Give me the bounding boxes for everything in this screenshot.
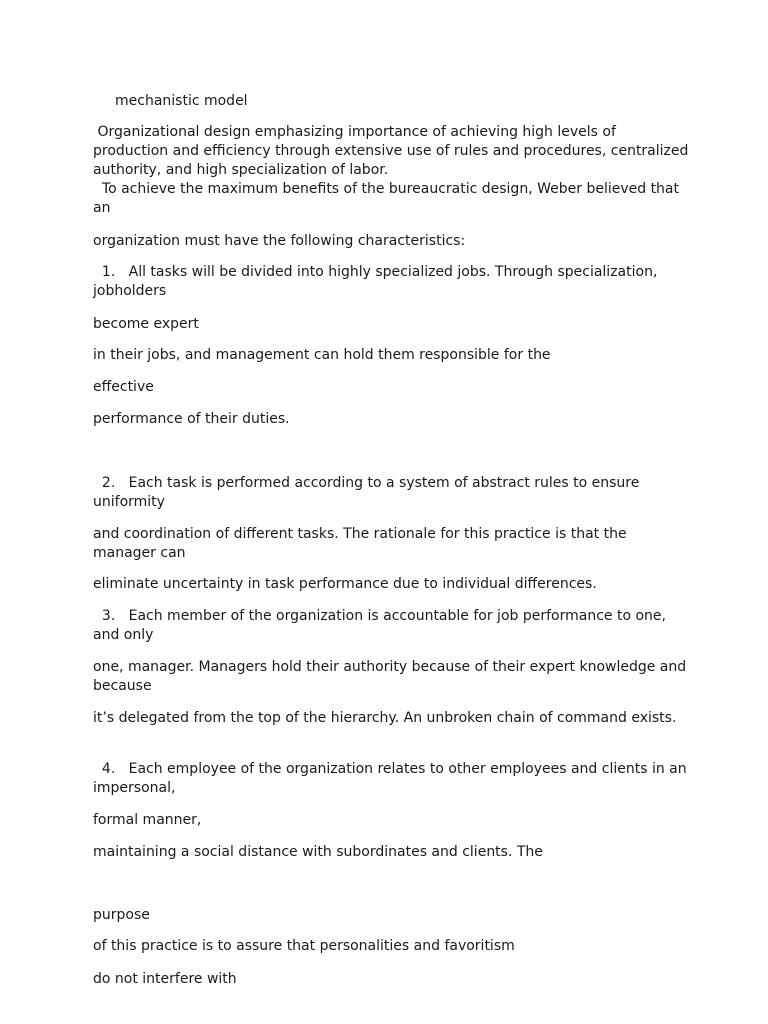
- paragraph-line: maintaining a social distance with subordinates and clients. The: [93, 844, 543, 860]
- list-item-4: 4. Each employee of the organization relates to other employees and clients in an impersonal,: [93, 761, 692, 796]
- paragraph-line: formal manner,: [93, 812, 202, 828]
- paragraph-line: purpose: [93, 907, 150, 923]
- paragraph-line: do not interfere with: [93, 971, 237, 987]
- paragraph-line: become expert: [93, 316, 199, 332]
- paragraph-line: in their jobs, and management can hold them responsible for the: [93, 347, 551, 363]
- paragraph-characteristics: organization must have the following characteristics:: [93, 233, 466, 249]
- paragraph-line: effective: [93, 379, 154, 395]
- paragraph-line: one, manager. Managers hold their authority because of their expert knowledge and because: [93, 659, 691, 694]
- list-item-3: 3. Each member of the organization is accountable for job performance to one, and only: [93, 608, 671, 643]
- document-heading: mechanistic model: [115, 93, 248, 109]
- paragraph-line: it’s delegated from the top of the hierarchy. An unbroken chain of command exists.: [93, 710, 677, 726]
- paragraph-weber-intro: To achieve the maximum benefits of the bureaucratic design, Weber believed that an: [93, 181, 684, 216]
- paragraph-line: performance of their duties.: [93, 411, 290, 427]
- paragraph-line: eliminate uncertainty in task performance due to individual differences.: [93, 576, 597, 592]
- paragraph-line: of this practice is to assure that personalities and favoritism: [93, 938, 515, 954]
- paragraph-definition: Organizational design emphasizing importance of achieving high levels of production and efficiency through extensive use of rules and procedures, centralized authority, and high specialization of labor.: [93, 124, 693, 178]
- list-item-1: 1. All tasks will be divided into highly specialized jobs. Through specialization, jobholders: [93, 264, 662, 299]
- paragraph-line: and coordination of different tasks. The rationale for this practice is that the manager can: [93, 526, 632, 561]
- list-item-2: 2. Each task is performed according to a system of abstract rules to ensure uniformity: [93, 475, 644, 510]
